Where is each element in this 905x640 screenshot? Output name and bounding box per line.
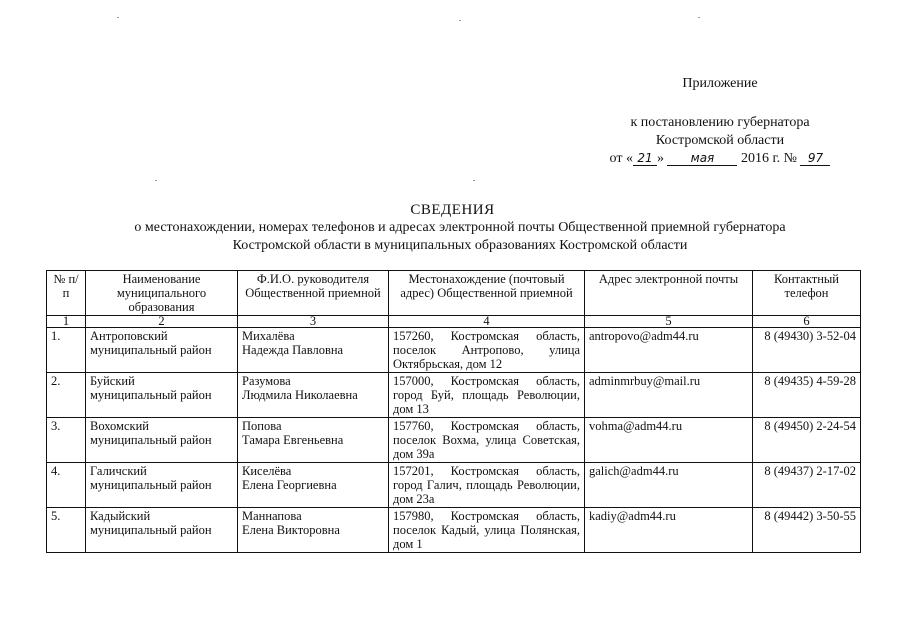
- municipality-name: Вохомский: [90, 419, 149, 433]
- phone-cell: 8 (49442) 3-50-55: [753, 508, 861, 553]
- municipality-type: муниципальный район: [90, 433, 212, 447]
- table-row: [47, 463, 861, 508]
- scan-speck: [117, 17, 119, 18]
- municipality-type: муниципальный район: [90, 478, 212, 492]
- table-row: [47, 508, 861, 553]
- head-cell: [238, 508, 389, 553]
- municipality-name: Кадыйский: [90, 509, 151, 523]
- appendix-label: Приложение: [682, 76, 758, 91]
- row-number: 5.: [47, 508, 86, 553]
- column-number: 1: [47, 316, 86, 328]
- date-prefix: от «: [609, 151, 633, 166]
- row-number: 4.: [47, 463, 86, 508]
- head-cell: [238, 373, 389, 418]
- header-address: Местонахождение (почтовый адрес) Общественной приемной: [389, 271, 585, 316]
- subtitle-line-1: о местонахождении, номерах телефонов и адресах электронной почты Общественной приемной губернатора: [134, 220, 786, 235]
- column-number: 6: [753, 316, 861, 328]
- column-number: 3: [238, 316, 389, 328]
- row-number: 1.: [47, 328, 86, 373]
- column-number: 4: [389, 316, 585, 328]
- municipality-cell: [86, 328, 238, 373]
- phone-cell: 8 (49450) 2-24-54: [753, 418, 861, 463]
- address-cell: 157260, Костромская область, поселок Антропово, улица Октябрьская, дом 12: [389, 328, 585, 373]
- head-cell: [238, 418, 389, 463]
- decree-date-line: [560, 151, 880, 167]
- decree-number: 97: [800, 152, 830, 166]
- scan-speck: [459, 20, 461, 21]
- head-cell: [238, 328, 389, 373]
- head-given-names: Елена Викторовна: [242, 523, 340, 537]
- email-cell: antropovo@adm44.ru: [585, 328, 753, 373]
- date-month: мая: [667, 152, 737, 166]
- address-cell: 157980, Костромская область, поселок Кадый, улица Полянская, дом 1: [389, 508, 585, 553]
- head-surname: Маннапова: [242, 509, 302, 523]
- municipality-cell: [86, 508, 238, 553]
- header-head: Ф.И.О. руководителя Общественной приемной: [238, 271, 389, 316]
- phone-cell: 8 (49437) 2-17-02: [753, 463, 861, 508]
- decree-reference: к постановлению губернатора: [630, 115, 810, 130]
- table-row: [47, 328, 861, 373]
- document-title: СВЕДЕНИЯ: [410, 202, 495, 218]
- reception-table: [46, 270, 861, 553]
- municipality-name: Галичский: [90, 464, 147, 478]
- municipality-type: муниципальный район: [90, 343, 212, 357]
- address-cell: 157760, Костромская область, поселок Вохма, улица Советская, дом 39а: [389, 418, 585, 463]
- address-cell: 157201, Костромская область, город Галич, площадь Революции, дом 23а: [389, 463, 585, 508]
- head-cell: [238, 463, 389, 508]
- head-given-names: Надежда Павловна: [242, 343, 344, 357]
- column-number: 2: [86, 316, 238, 328]
- region-name: Костромской области: [655, 133, 785, 148]
- municipality-cell: [86, 373, 238, 418]
- header-email: Адрес электронной почты: [585, 271, 753, 316]
- document-subtitle: [60, 219, 860, 255]
- phone-cell: 8 (49435) 4-59-28: [753, 373, 861, 418]
- date-day: 21: [633, 152, 657, 166]
- row-number: 2.: [47, 373, 86, 418]
- municipality-cell: [86, 463, 238, 508]
- subtitle-line-2: Костромской области в муниципальных образованиях Костромской области: [232, 238, 688, 253]
- table-row: [47, 373, 861, 418]
- municipality-cell: [86, 418, 238, 463]
- municipality-type: муниципальный район: [90, 388, 212, 402]
- email-cell: kadiy@adm44.ru: [585, 508, 753, 553]
- phone-cell: 8 (49430) 3-52-04: [753, 328, 861, 373]
- scan-speck: [698, 17, 700, 18]
- email-cell: adminmrbuy@mail.ru: [585, 373, 753, 418]
- header-num: № п/п: [47, 271, 86, 316]
- head-given-names: Елена Георгиевна: [242, 478, 337, 492]
- head-surname: Михалёва: [242, 329, 295, 343]
- email-cell: vohma@adm44.ru: [585, 418, 753, 463]
- municipality-name: Буйский: [90, 374, 135, 388]
- head-surname: Попова: [242, 419, 282, 433]
- scan-speck: [473, 180, 475, 181]
- scan-speck: [155, 180, 157, 181]
- municipality-name: Антроповский: [90, 329, 168, 343]
- municipality-type: муниципальный район: [90, 523, 212, 537]
- head-given-names: Тамара Евгеньевна: [242, 433, 344, 447]
- head-given-names: Людмила Николаевна: [242, 388, 358, 402]
- date-year: 2016 г. №: [740, 151, 797, 166]
- email-cell: galich@adm44.ru: [585, 463, 753, 508]
- head-surname: Разумова: [242, 374, 291, 388]
- header-phone: Контактный телефон: [753, 271, 861, 316]
- address-cell: 157000, Костромская область, город Буй, площадь Революции, дом 13: [389, 373, 585, 418]
- column-number: 5: [585, 316, 753, 328]
- table-row: [47, 418, 861, 463]
- head-surname: Киселёва: [242, 464, 292, 478]
- row-number: 3.: [47, 418, 86, 463]
- header-municipality: Наименование муниципального образования: [86, 271, 238, 316]
- date-mid: »: [656, 151, 664, 166]
